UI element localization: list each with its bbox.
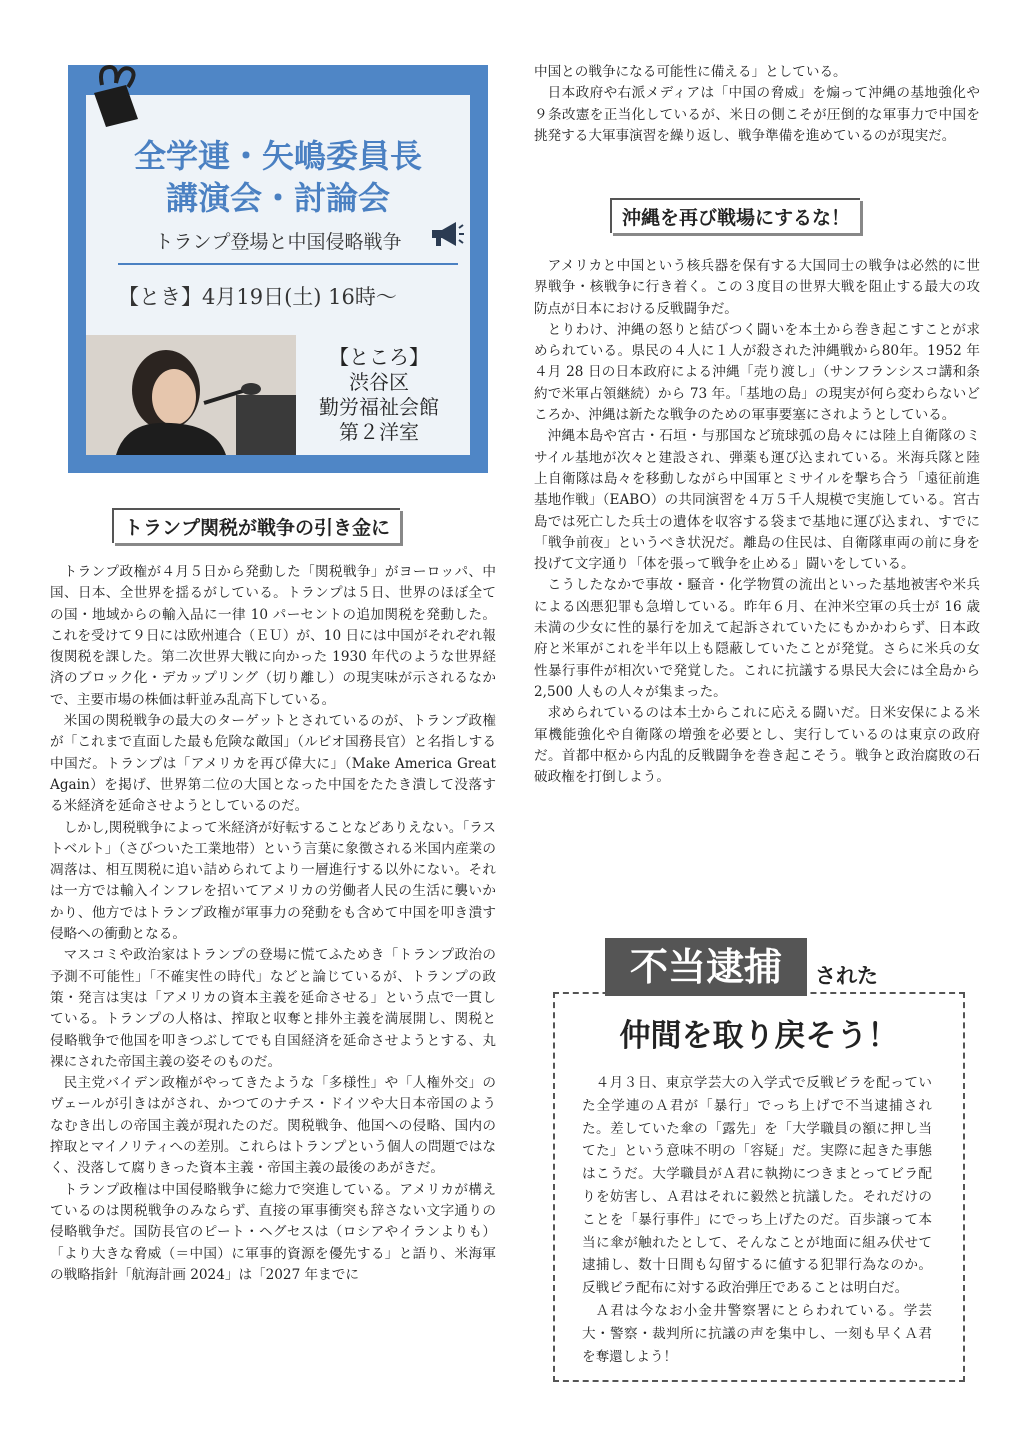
paragraph: 日本政府や右派メディアは「中国の脅威」を煽って沖縄の基地強化や９条改憲を正当化しているが、米日の側こそが圧倒的な軍事力で中国を挑発する大軍事演習を繰り返し、戦争準備を進めているのが現実だ。	[534, 85, 980, 144]
paragraph: しかし,関税戦争によって米経済が好転することなどありえない。「ラストベルト」（さびついた工業地帯）という言葉に象徴される米国内産業の凋落は、相互関税に追い詰められてより一層進行する以外にない。それは一方では輸入インフレを招いてアメリカの労働者人民の生活に襲いかかり、他方ではトランプ政権が軍事力の発動をも含めて中国を叩き潰す侵略への衝動となる。	[50, 819, 496, 943]
arrest-title: 仲間を取り戻そう！	[619, 1018, 899, 1054]
paragraph: ４月３日、東京学芸大の入学式で反戦ビラを配っていた全学連のＡ君が「暴行」でっち上げで不当逮捕された。差していた傘の「露先」を「大学職員の額に押し当てた」という意味不明の「容疑」だ。実際に起きた事態はこうだ。大学職員がＡ君に執拗につきまとってビラ配りを妨害し、Ａ君はそれに毅然と抗議した。それだけのことを「暴行事件」にでっち上げたのだ。百歩譲って本当に傘が触れたとして、そんなことが地面に組み伏せて逮捕し、数十日間も勾留するに値する犯罪行為なのか。反戦ビラ配布に対する政治弾圧であることは明白だ。	[582, 1075, 932, 1297]
event-flyer	[68, 65, 488, 473]
paragraph: 求められているのは本土からこれに応える闘いだ。日米安保による米軍機能強化や自衛隊の増強を必要とし、実行しているのは東京の政府だ。首都中枢から内乱的反戦闘争を巻き起こそう。戦争と政治腐敗の石破政権を打倒しよう。	[534, 705, 980, 786]
paragraph: 中国との戦争になる可能性に備える」としている。	[534, 64, 847, 80]
flyer-subtitle: トランプ登場と中国侵略戦争	[154, 231, 402, 253]
flyer-date: 【とき】4月19日(土) 16時～	[118, 285, 397, 309]
paragraph: 沖縄本島や宮古・石垣・与那国など琉球弧の島々には陸上自衛隊のミサイル基地が次々と建設され、弾薬も運び込まれている。米海兵隊と陸上自衛隊は島々を移動しながら中国軍とミサイルを撃ち合う「遠征前進基地作戦」（EABO）の共同演習を４万５千人規模で実施している。宮古島では死亡した兵士の遺体を収容する袋まで基地に運び込まれ、すでに「戦争前夜」というべき状況だ。離島の住民は、自衛隊車両の前に身を投げて文字通り「体を張って戦争を止める」闘いをしている。	[534, 428, 980, 573]
flyer-divider	[118, 263, 458, 265]
paragraph: とりわけ、沖縄の怒りと結びつく闘いを本土から巻き起こすことが求められている。県民の４人に１人が殺された沖縄戦から80年。1952 年４月 28 日の日本政府による沖縄「売り渡し」（サンフランシスコ講和条約で米軍占領継続）から 73 年。「基地の島」の現実が何ら変わらないどころか、沖縄は新たな戦争のための軍事要塞にされようとしている。	[534, 321, 980, 424]
flyer-title-line1: 全学連・矢嶋委員長	[133, 137, 422, 175]
speaker-photo	[86, 335, 296, 455]
paragraph: 民主党バイデン政権がやってきたような「多様性」や「人権外交」のヴェールが引きはがされ、かつてのナチス・ドイツや大日本帝国のようなむき出しの帝国主義が現れたのだ。関税戦争、他国への侵略、国内の搾取とマイノリティへの差別。これらはトランプという個人の問題ではなく、没落して腐りきった資本主義・帝国主義の最後のあがきだ。	[50, 1075, 496, 1177]
megaphone-icon	[428, 219, 464, 253]
arrest-tag: 不当逮捕	[605, 938, 807, 996]
section-heading-tariff: トランプ関税が戦争の引き金に	[112, 508, 400, 543]
article-column-right	[534, 256, 980, 788]
flyer-card	[86, 95, 470, 455]
venue-line: 【ところ】	[329, 345, 429, 369]
binder-clip-icon	[88, 63, 144, 127]
section-heading-okinawa: 沖縄を再び戦場にするな！	[610, 198, 860, 233]
flyer-title-line2: 講演会・討論会	[165, 179, 390, 217]
paragraph: トランプ政権は中国侵略戦争に総力で突進している。アメリカが構えているのは関税戦争のみならず、直接の軍事衝突も辞さない文字通りの侵略戦争だ。国防長官のピート・ヘグセスは（ロシアやイランよりも）「より大きな脅威（＝中国）に軍事的資源を優先する」と語り、米海軍の戦略指針「航海計画 2024」は「2027 年までに	[50, 1181, 496, 1283]
venue-line: 勤労福祉会館	[319, 395, 439, 419]
article-column-left	[50, 562, 496, 1286]
paragraph: 米国の関税戦争の最大のターゲットとされているのが、トランプ政権が「これまで直面した最も危険な敵国」（ルビオ国務長官）と名指しする中国だ。トランプは「アメリカを再び偉大に」（Make America Great Again）を掲げ、世界第二位の大国となった中国をたたき潰して没落する米経済を延命させようとしているのだ。	[50, 713, 496, 815]
paragraph: Ａ君は今なお小金井警察署にとらわれている。学芸大・警察・裁判所に抗議の声を集中し、一刻も早くＡ君を奪還しよう！	[582, 1302, 932, 1365]
flyer-venue	[304, 345, 454, 445]
article-column-right-top	[534, 62, 980, 147]
venue-line: 第２洋室	[339, 420, 419, 444]
paragraph: トランプ政権が４月５日から発動した「関税戦争」がヨーロッパ、中国、日本、全世界を揺るがしている。トランプは５日、世界のほぼ全ての国・地域からの輸入品に一律 10 パーセントの追加関税を発動した。これを受けて９日には欧州連合（ＥＵ）が、10 日には中国がそれぞれ報復関税を課した。第二次世界大戦に向かった 1930 年代のような世界経済のブロック化・デカップリング（切り離し）の現実味が示されるなかで、主要市場の株価は軒並み乱高下している。	[50, 564, 496, 708]
arrest-body	[582, 1072, 932, 1368]
paragraph: マスコミや政治家はトランプの登場に慌てふためき「トランプ政治の予測不可能性」「不確実性の時代」などと論じているが、トランプの政策・発言は実は「アメリカの資本主義を延命させる」という点で一貫している。トランプの人格は、搾取と収奪と排外主義を満展開し、関税と侵略戦争で他国を叩きつぶしてでも自国経済を延命させようとする、丸裸にされた帝国主義の姿そのものだ。	[50, 947, 496, 1070]
venue-line: 渋谷区	[349, 370, 409, 394]
paragraph: アメリカと中国という核兵器を保有する大国同士の戦争は必然的に世界戦争・核戦争に行き着く。この３度目の世界大戦を阻止する最大の攻防点が日本における反戦闘争だ。	[534, 258, 980, 317]
paragraph: こうしたなかで事故・騒音・化学物質の流出といった基地被害や米兵による凶悪犯罪も急増している。昨年６月、在沖米空軍の兵士が 16 歳未満の少女に性的暴行を加えて起訴されていたにもかかわらず、日本政府と米軍がこれを半年以上も隠蔽していたことが発覚。さらに米兵の女性暴行事件が相次いで発覚した。これに抗議する県民大会には全島から 2,500 人もの人々が集まった。	[534, 577, 980, 700]
arrest-tag-suffix: された	[815, 964, 878, 988]
